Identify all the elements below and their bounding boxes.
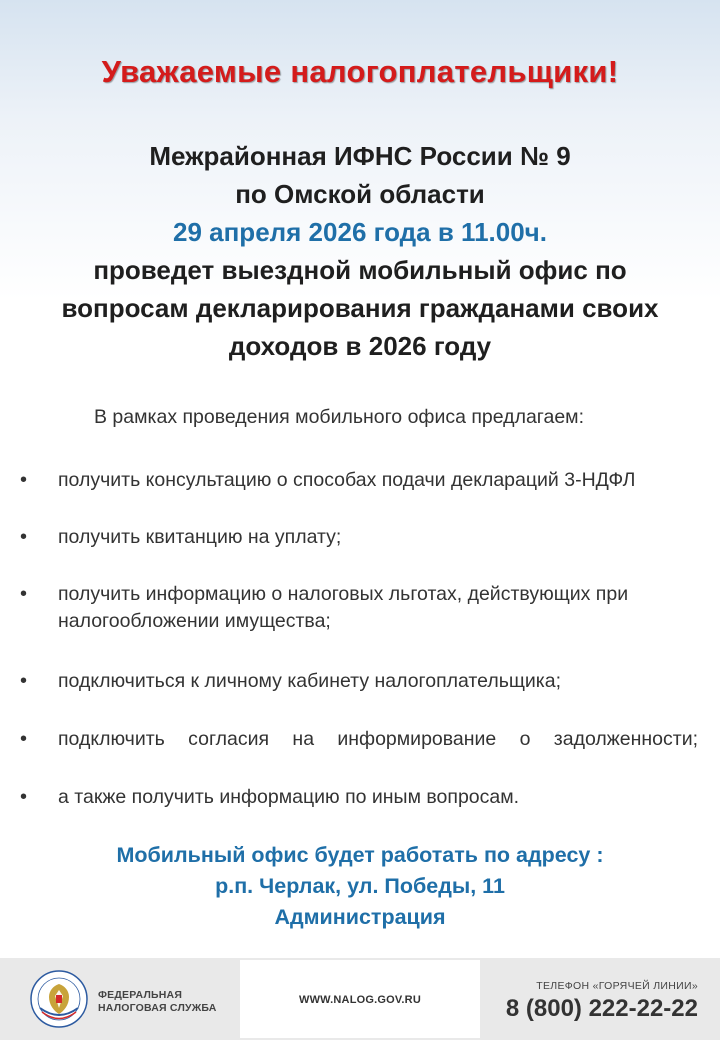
title-line-5: вопросам декларирования гражданами своих [61,293,659,323]
address-line-2: р.п. Черлак, ул. Победы, 11 [215,874,505,898]
list-item-text: получить консультацию о способах подачи деклараций 3-НДФЛ [58,469,636,491]
bullet: • [20,583,28,605]
bullet: • [20,469,28,491]
bullet: • [20,786,28,808]
title-line-6: доходов в 2026 году [228,331,492,361]
bullet: • [20,670,28,692]
website-link[interactable]: WWW.NALOG.GOV.RU [299,994,421,1006]
footer [0,958,720,1040]
fns-name-line-2: НАЛОГОВАЯ СЛУЖБА [98,1002,217,1014]
event-date: 29 апреля 2026 года в 11.00ч. [173,217,547,247]
address-line-3: Администрация [274,905,446,929]
title-line-2: по Омской области [235,179,485,209]
hotline-label: ТЕЛЕФОН «ГОРЯЧЕЙ ЛИНИИ» [536,980,698,992]
fns-name-line-1: ФЕДЕРАЛЬНАЯ [98,989,183,1001]
fns-emblem-icon [30,970,88,1028]
list-item-text: получить квитанцию на уплату; [58,526,342,548]
bullet: • [20,728,28,750]
announcement-title [30,137,690,365]
website-box [240,960,480,1038]
fns-name [98,989,217,1015]
list-item-text: а также получить информацию по иным вопросам. [58,786,520,808]
bullet: • [20,526,28,548]
list-item-text: подключить согласия на информирование о задолженности; [58,728,698,750]
title-line-1: Межрайонная ИФНС России № 9 [149,141,571,171]
list-item-text: налогообложении имущества; [58,610,331,632]
title-line-4: проведет выездной мобильный офис по [93,255,627,285]
list-item-text: получить информацию о налоговых льготах, действующих при [58,583,629,605]
intro-text: В рамках проведения мобильного офиса предлагаем: [94,406,584,428]
headline: Уважаемые налогоплательщики! [101,54,619,89]
address-block [40,840,680,933]
address-line-1: Мобильный офис будет работать по адресу : [116,843,604,867]
hotline-phone[interactable]: 8 (800) 222-22-22 [505,995,698,1022]
list-item-text: подключиться к личному кабинету налогоплательщика; [58,670,562,692]
